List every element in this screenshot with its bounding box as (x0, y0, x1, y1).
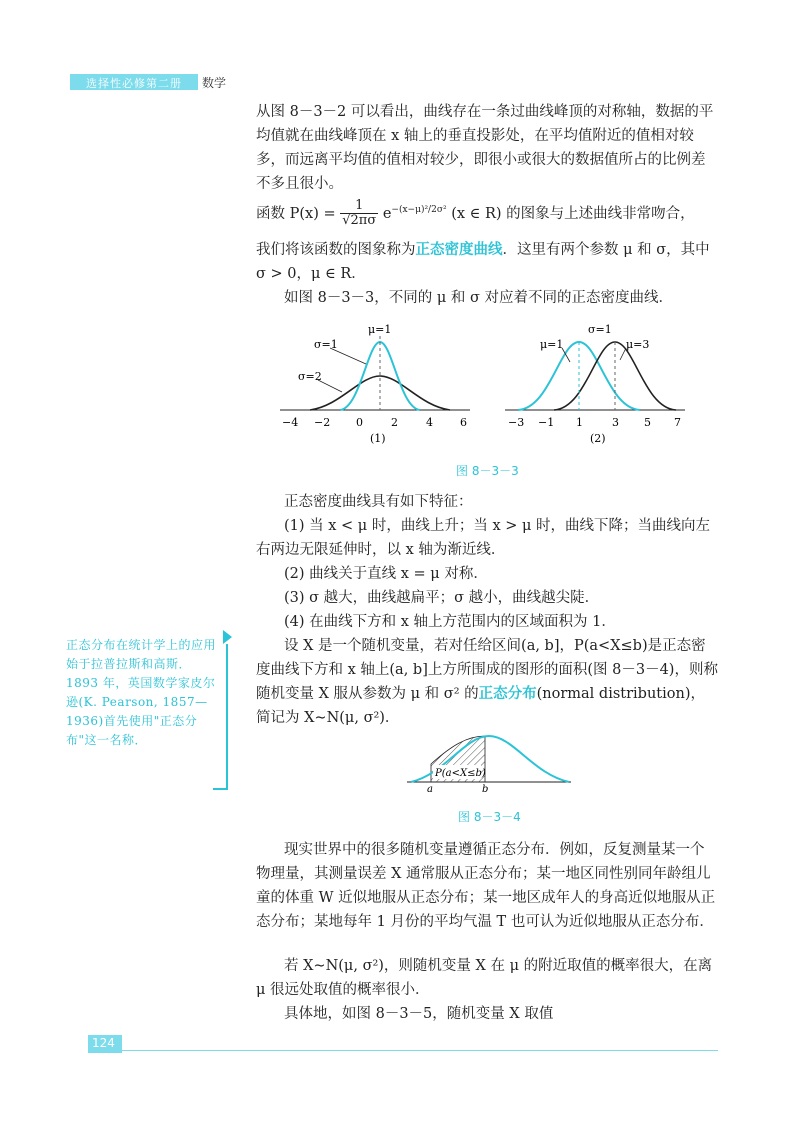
left-tick: 2 (391, 416, 398, 429)
paragraph-intro: 从图 8－3－2 可以看出，曲线存在一条过曲线峰顶的对称轴，数据的平均值就在曲线峰顶在 x 轴上的垂直投影处，在平均值附近的值相对较多，而远离平均值的值相对较少，即很小或很大的数据值所占的比例差不多且很小。 (256, 104, 714, 192)
figure-8-3-3 (270, 318, 700, 448)
left-sublabel: (1) (370, 432, 386, 445)
feature-2: (2) 曲线关于直线 x = μ 对称． (284, 566, 488, 582)
term-normal-distribution: 正态分布 (478, 686, 537, 702)
left-label-sigma2: σ=2 (298, 370, 322, 383)
formula-exp-base: e (382, 205, 392, 222)
paragraph-definition (256, 238, 718, 286)
right-label-sigma: σ=1 (588, 323, 612, 336)
left-tick: 6 (460, 416, 467, 429)
paragraph-probability: 若 X∼N(μ, σ²)，则随机变量 X 在 μ 的附近取值的概率很大，在离 μ 很远处取值的概率很小． (256, 958, 713, 998)
label-a: a (427, 784, 433, 794)
right-tick: −1 (538, 416, 555, 429)
figure-8-3-4 (405, 728, 575, 794)
figure-caption-8-3-3: 图 8－3－3 (456, 464, 519, 478)
paragraph-normal-distribution (256, 634, 718, 730)
formula-exponent: −(x−μ)²/2σ² (391, 205, 447, 215)
right-tick: −3 (508, 416, 525, 429)
side-note-bar-foot (213, 788, 228, 790)
right-tick: 7 (674, 416, 681, 429)
fraction-denominator: √2πσ (342, 213, 377, 229)
formula-fraction (340, 199, 378, 228)
right-tick: 5 (644, 416, 651, 429)
paragraph-features-intro: 正态密度曲线具有如下特征： (284, 494, 473, 510)
figure-left-panel (280, 323, 470, 445)
side-note-marker (223, 630, 232, 644)
right-tick: 3 (612, 416, 619, 429)
side-note: 正态分布在统计学上的应用始于拉普拉斯和高斯．1893 年，英国数学家皮尔逊(K. Pearson, 1857—1936)首先使用"正态分布"这一名称． (66, 638, 217, 747)
feature-4: (4) 在曲线下方和 x 轴上方范围内的区域面积为 1． (284, 614, 616, 630)
right-ticks (508, 416, 681, 429)
left-tick: 0 (356, 416, 363, 429)
right-tick: 1 (576, 416, 583, 429)
label-b: b (482, 784, 489, 794)
left-label-mu: μ=1 (368, 323, 392, 336)
left-tick: 4 (426, 416, 433, 429)
normal-def-text-b: (normal distribution)，简记为 X∼N(μ, σ²)． (256, 686, 705, 726)
feature-3: (3) σ 越大，曲线越扁平；σ 越小，曲线越尖陡． (284, 590, 600, 606)
paragraph-examples: 现实世界中的很多随机变量遵循正态分布．例如，反复测量某一个物理量，其测量误差 X 通常服从正态分布；某一地区同性别同年龄组儿童的体重 W 近似地服从正态分布；某一地区成年人的身高近似地服从正态分布；某地每年 1 月份的平均气温 T 也可认为近似地服从正态分布． (256, 842, 716, 930)
fraction-numerator: 1 (340, 199, 378, 214)
right-label-mu1: μ=1 (540, 338, 564, 351)
side-note-bar (226, 644, 228, 790)
definition-text-b: ．这里有两个参数 μ 和 σ，其中 σ > 0，μ ∈ R． (256, 242, 710, 282)
feature-1: (1) 当 x < μ 时，曲线上升；当 x > μ 时，曲线下降；当曲线向左右两边无限延伸时，以 x 轴为渐近线． (256, 518, 711, 558)
formula-suffix: (x ∈ R) 的图象与上述曲线非常吻合， (451, 205, 695, 222)
normal-def-text-a: 设 X 是一个随机变量，若对任给区间(a, b]，P(a<X≤b)是正态密度曲线下方和 x 轴上(a, b]上方所围成的图形的面积(图 8－3－4)，则称随机变量 X 服从参数为 μ 和 σ² 的 (256, 638, 718, 702)
left-tick: −2 (314, 416, 331, 429)
page-number: 124 (92, 1036, 115, 1050)
paragraph-figure-ref: 如图 8－3－3，不同的 μ 和 σ 对应着不同的正态密度曲线． (284, 290, 674, 306)
right-curve-mu3 (554, 342, 676, 410)
definition-text-a: 我们将该函数的图象称为 (256, 242, 416, 258)
formula-line (256, 198, 718, 234)
left-label-sigma1: σ=1 (314, 338, 338, 351)
right-curve-mu1 (518, 342, 640, 410)
footer-rule (122, 1050, 718, 1051)
region-label: P(a<X≤b) (435, 768, 486, 779)
right-sublabel: (2) (590, 432, 606, 445)
formula-prefix: 函数 P(x) = (256, 205, 336, 222)
book-title: 选择性必修第二册 (86, 77, 182, 90)
right-label-mu3: μ=3 (626, 338, 650, 351)
subject-label: 数学 (202, 76, 227, 90)
figure-right-panel (505, 323, 685, 445)
left-ticks (282, 416, 467, 429)
paragraph-specifically: 具体地，如图 8－3－5，随机变量 X 取值 (284, 1006, 554, 1022)
figure-caption-8-3-4: 图 8－3－4 (458, 810, 521, 824)
left-tick: −4 (282, 416, 299, 429)
term-normal-density-curve: 正态密度曲线 (415, 242, 503, 258)
